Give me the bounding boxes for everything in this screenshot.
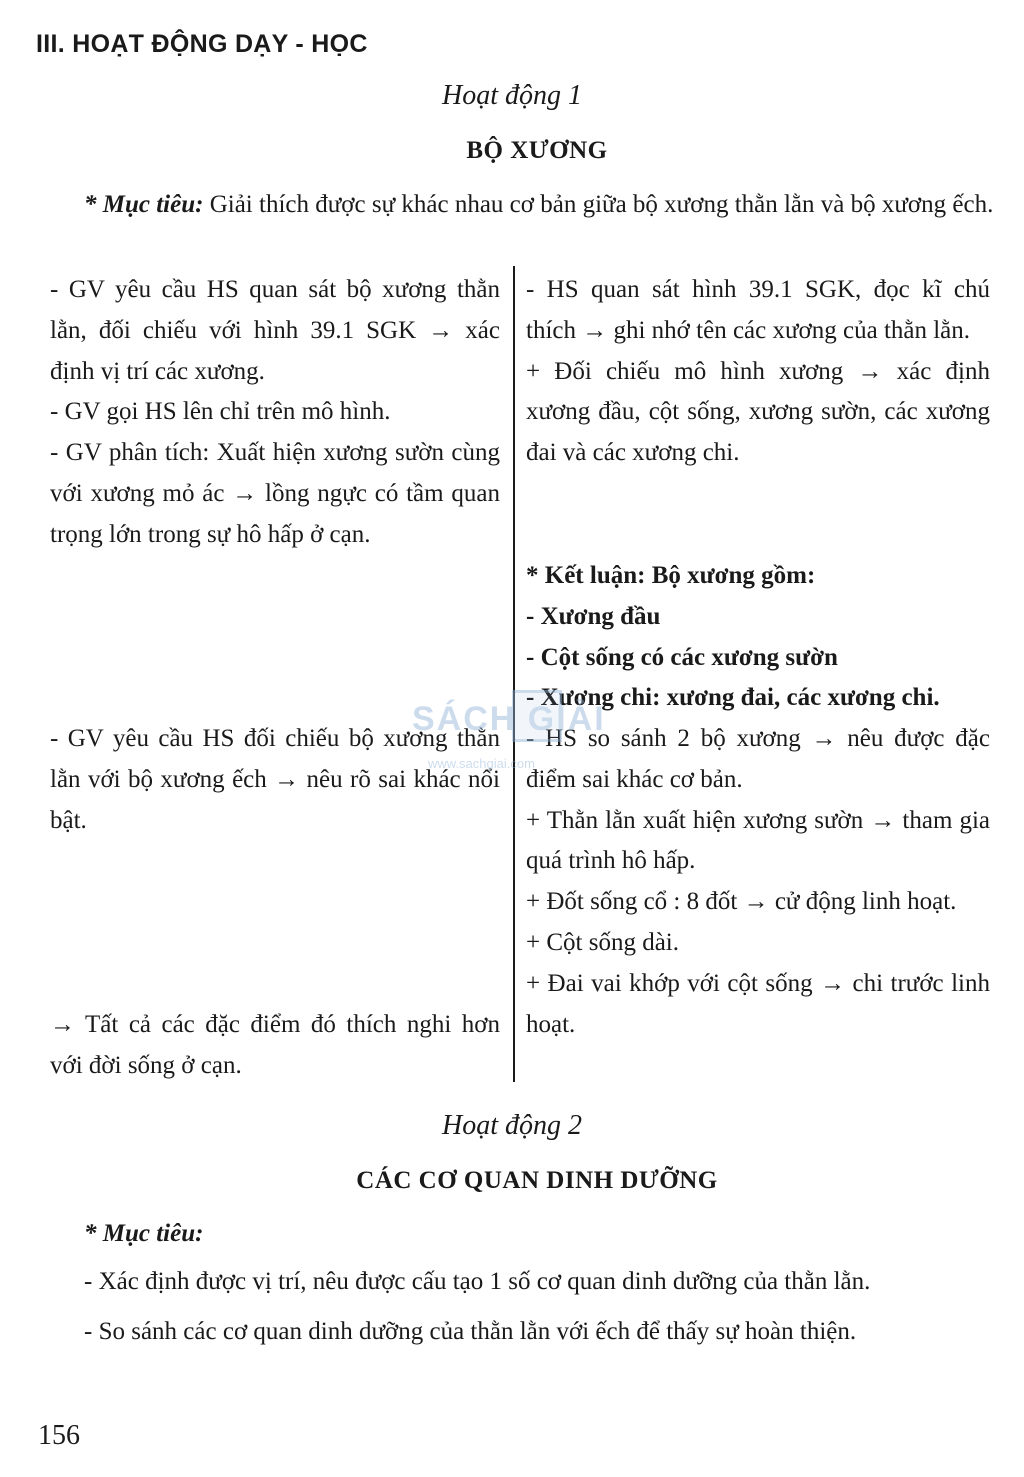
activity1-name: BỘ XƯƠNG <box>466 137 608 164</box>
student-line: + Đối chiếu mô hình xương → xác định xương đầu, cột sống, xương sườn, các xương đai và các xương chi. <box>526 357 990 467</box>
student-block-1 <box>526 270 990 474</box>
page-number: 156 <box>38 1420 80 1451</box>
activity2-title: Hoạt động 2 <box>442 1110 582 1141</box>
conclusion-item: - Cột sống có các xương sườn <box>526 643 838 671</box>
section-heading: III. HOẠT ĐỘNG DẠY - HỌC <box>36 30 368 58</box>
conclusion-heading: * Kết luận: Bộ xương gồm: <box>526 562 816 589</box>
student-line: - HS quan sát hình 39.1 SGK, đọc kĩ chú thích → ghi nhớ tên các xương của thằn lằn. <box>526 276 990 344</box>
student-line: - HS so sánh 2 bộ xương → nêu được đặc điểm sai khác cơ bản. <box>526 725 990 793</box>
student-block-2 <box>526 719 990 1045</box>
watermark-brand: SÁCH GIẢI <box>412 700 606 738</box>
activity2-objective-item: - Xác định được vị trí, nêu được cấu tạo 1 số cơ quan dinh dưỡng của thằn lằn. <box>84 1268 871 1295</box>
teacher-line: - GV yêu cầu HS quan sát bộ xương thằn lằn, đối chiếu với hình 39.1 SGK → xác định vị trí các xương. <box>50 276 500 385</box>
watermark-url: www.sachgiai.com <box>428 756 535 771</box>
conclusion-item: - Xương đầu <box>526 602 661 630</box>
student-line: + Đai vai khớp với cột sống → chi trước linh hoạt. <box>526 969 990 1038</box>
activity2-objective-item: - So sánh các cơ quan dinh dưỡng của thằn lằn với ếch để thấy sự hoàn thiện. <box>84 1318 857 1345</box>
teacher-line: → Tất cả các đặc điểm đó thích nghi hơn với đời sống ở cạn. <box>50 1011 500 1079</box>
conclusion-block <box>526 556 990 719</box>
activity1-title: Hoạt động 1 <box>442 80 582 111</box>
activity1-table <box>36 266 994 1082</box>
activity2-name: CÁC CƠ QUAN DINH DƯỠNG <box>356 1167 718 1194</box>
teacher-block-2 <box>50 719 500 841</box>
activity2-objective-label: * Mục tiêu: <box>84 1220 204 1247</box>
teacher-line: - GV yêu cầu HS đối chiếu bộ xương thằn lằn với bộ xương ếch → nêu rõ sai khác nổi bật. <box>50 725 500 834</box>
teacher-block-1 <box>50 270 500 556</box>
teacher-block-3 <box>50 1005 500 1087</box>
column-divider <box>513 266 515 1082</box>
objective-text: Giải thích được sự khác nhau cơ bản giữa bộ xương thằn lằn và bộ xương ếch. <box>203 191 994 218</box>
conclusion-item: - Xương chi: xương đai, các xương chi. <box>526 684 940 712</box>
teacher-line: - GV gọi HS lên chỉ trên mô hình. <box>50 398 391 426</box>
student-line: + Thằn lằn xuất hiện xương sườn → tham gia quá trình hô hấp. <box>526 806 990 875</box>
objective-label: * Mục tiêu: <box>84 191 204 218</box>
student-line: + Đốt sống cổ : 8 đốt → cử động linh hoạt. <box>526 888 957 916</box>
activity1-objective <box>36 186 994 223</box>
student-line: + Cột sống dài. <box>526 928 679 956</box>
teacher-line: - GV phân tích: Xuất hiện xương sườn cùng với xương mỏ ác → lồng ngực có tầm quan trọng lớn trong sự hô hấp ở cạn. <box>50 439 500 548</box>
